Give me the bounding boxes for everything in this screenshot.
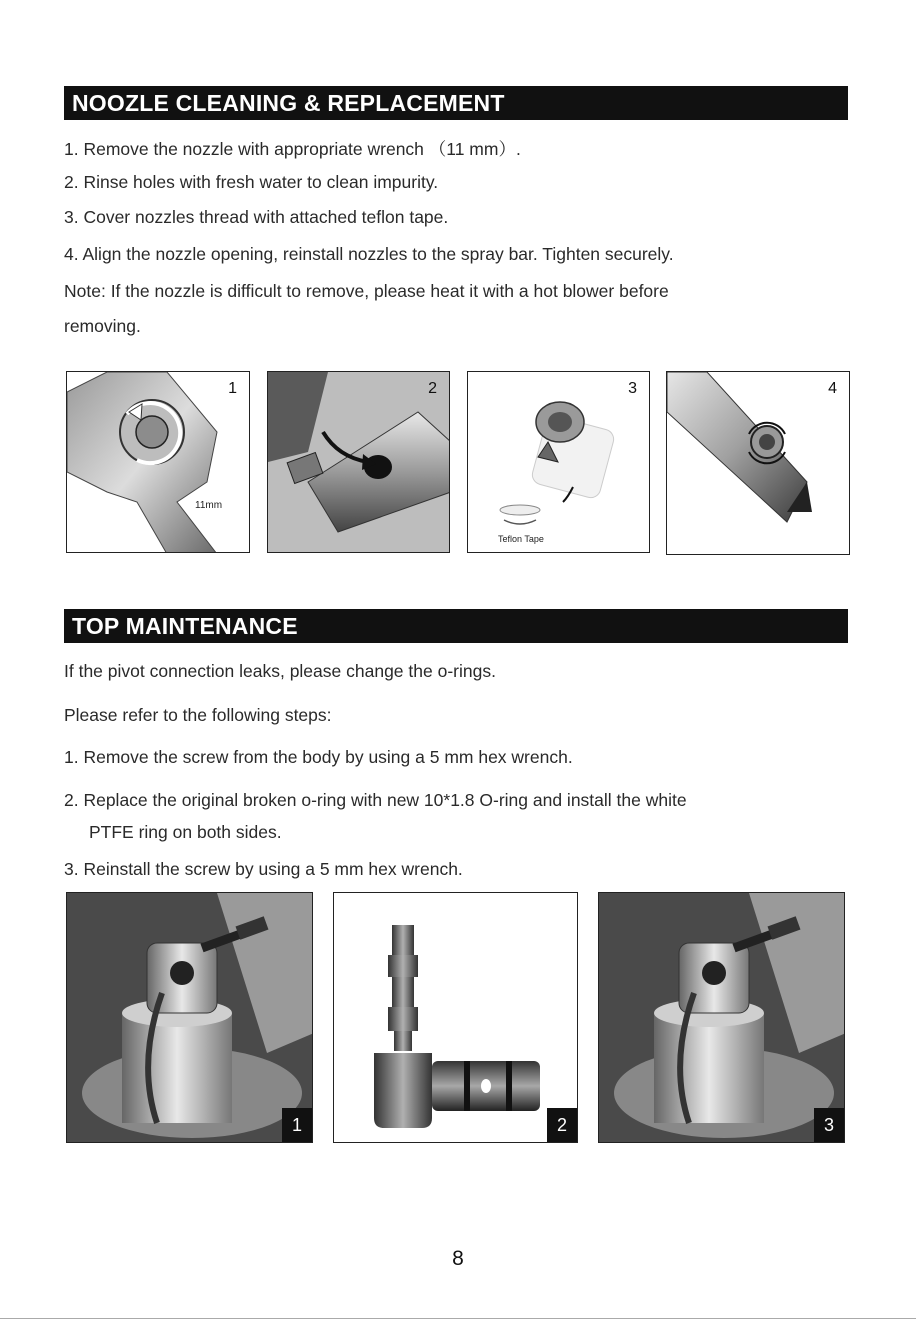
nozzle-section-title: NOOZLE CLEANING & REPLACEMENT (64, 86, 848, 120)
top-figure-2 (333, 892, 578, 1143)
top-intro-line-1: If the pivot connection leaks, please change the o-rings. (64, 661, 496, 681)
top-figure-1 (66, 892, 313, 1143)
nozzle-note-line-1: Note: If the nozzle is difficult to remove, please heat it with a hot blower before (64, 281, 669, 301)
nozzle-figure-3 (467, 371, 650, 553)
top-step-1: 1. Remove the screw from the body by using a 5 mm hex wrench. (64, 747, 573, 767)
bottom-divider (0, 1318, 916, 1319)
nozzle-figure-4 (666, 371, 850, 555)
top-maintenance-title: TOP MAINTENANCE (64, 609, 848, 643)
top-step-2: 2. Replace the original broken o-ring with new 10*1.8 O-ring and install the white (64, 790, 687, 810)
top-figure-3 (598, 892, 845, 1143)
top-step-3: 3. Reinstall the screw by using a 5 mm hex wrench. (64, 859, 463, 879)
nozzle-figure-1 (66, 371, 250, 553)
top-figure-3-badge: 3 (814, 1108, 844, 1142)
top-step-2-continuation: PTFE ring on both sides. (89, 822, 282, 842)
top-figure-2-badge: 2 (547, 1108, 577, 1142)
nozzle-figure-4-number: 4 (828, 380, 837, 397)
nozzle-figure-3-number: 3 (628, 380, 637, 397)
wrench-size-label: 11mm (195, 500, 223, 511)
teflon-tape-label: Teflon Tape (498, 534, 544, 544)
nozzle-step-1: 1. Remove the nozzle with appropriate wrench （11 mm）. (64, 139, 521, 159)
top-intro-line-2: Please refer to the following steps: (64, 705, 332, 725)
page-number: 8 (452, 1247, 464, 1270)
nozzle-figure-1-number: 1 (228, 380, 237, 397)
nozzle-step-3: 3. Cover nozzles thread with attached teflon tape. (64, 207, 449, 227)
nozzle-figure-2 (267, 371, 450, 553)
nozzle-note-line-2: removing. (64, 316, 141, 336)
nozzle-figure-2-number: 2 (428, 380, 437, 397)
top-figure-1-badge: 1 (282, 1108, 312, 1142)
nozzle-step-4: 4. Align the nozzle opening, reinstall nozzles to the spray bar. Tighten securely. (64, 244, 674, 264)
nozzle-step-2: 2. Rinse holes with fresh water to clean impurity. (64, 172, 439, 192)
